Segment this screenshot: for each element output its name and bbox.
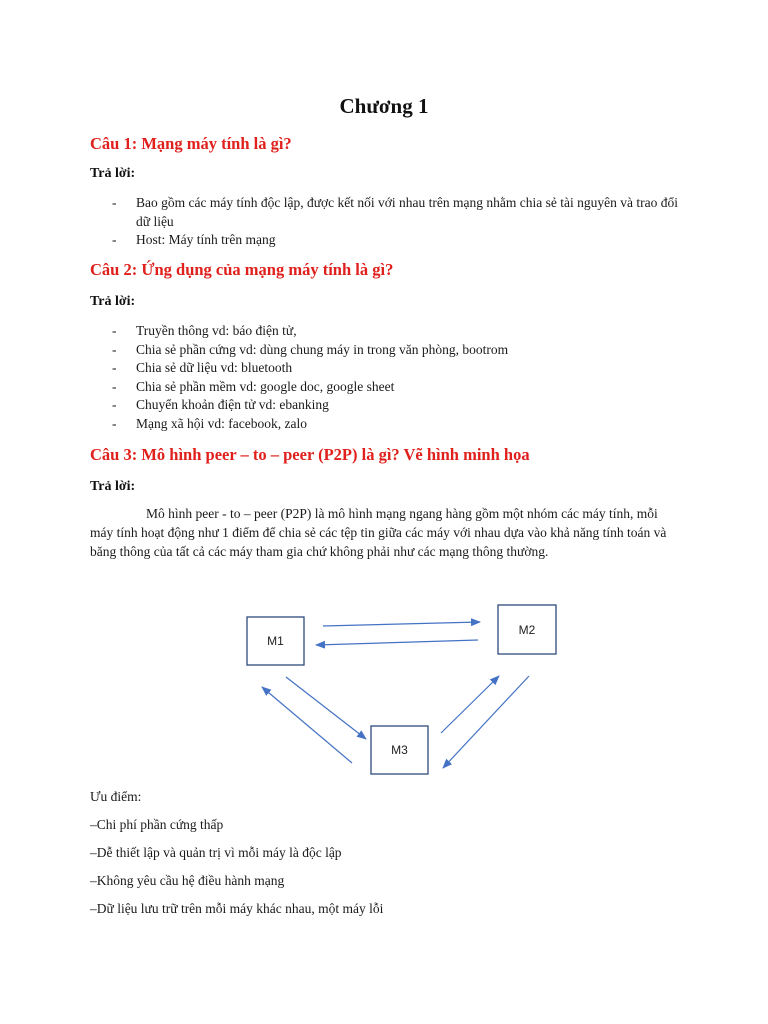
node-m2 (498, 605, 556, 654)
question-3-answer-label: Trả lời: (90, 479, 136, 494)
node-m3 (371, 726, 428, 774)
list-item-text: Truyền thông vd: báo điện tử, (136, 323, 297, 338)
chapter-title: Chương 1 (339, 94, 429, 118)
advantage-item: –Dữ liệu lưu trữ trên mỗi máy khác nhau, một máy lỗi (90, 901, 384, 916)
advantage-item: –Chi phí phần cứng thấp (90, 817, 224, 832)
arrow-m1-to-m3 (286, 677, 366, 739)
question-1-answer-label: Trả lời: (90, 166, 136, 181)
arrow-m3-to-m2 (441, 676, 499, 733)
question-2-answer-label: Trả lời: (90, 294, 136, 309)
advantage-item: –Không yêu cầu hệ điều hành mạng (90, 873, 285, 888)
bullet-dash: - (112, 378, 117, 394)
arrow-m2-to-m1 (316, 640, 478, 645)
question-3-paragraph: Mô hình peer - to – peer (P2P) là mô hình mạng ngang hàng gồm một nhóm các máy tính, mỗi máy tính hoạt động như 1 điểm để chia sẻ các tệp tin giữa các máy với nhau dựa vào khả năng tính toán và băng thông của tất cả các máy tham gia chứ không phải như các mạng thông thường. (90, 506, 667, 559)
arrow-m2-to-m3 (443, 676, 529, 768)
question-2-title: Câu 2: Ứng dụng của mạng máy tính là gì? (90, 260, 394, 279)
bullet-dash: - (112, 323, 117, 338)
node-m1 (247, 617, 304, 665)
list-item-text: Chuyển khoản điện tử vd: ebanking (136, 397, 329, 413)
bullet-dash: - (112, 341, 117, 357)
node-m2-label: M2 (518, 623, 536, 637)
node-m3-label: M3 (391, 743, 408, 757)
list-item-text: Chia sẻ phần mềm vd: google doc, google sheet (136, 378, 395, 394)
bullet-dash: - (112, 397, 117, 413)
list-item-text: Chia sẻ dữ liệu vd: bluetooth (136, 360, 293, 376)
bullet-dash: - (112, 232, 117, 248)
bullet-dash: - (112, 360, 117, 376)
list-item-text: Mạng xã hội vd: facebook, zalo (136, 415, 307, 431)
advantage-item: –Dễ thiết lập và quản trị vì mỗi máy là độc lập (90, 845, 342, 860)
arrow-m3-to-m1 (262, 687, 352, 763)
bullet-dash: - (112, 415, 117, 431)
list-item-text: Host: Máy tính trên mạng (136, 232, 276, 248)
arrow-m1-to-m2 (323, 622, 480, 626)
list-item-text: Chia sẻ phần cứng vd: dùng chung máy in trong văn phòng, bootrom (136, 341, 509, 357)
node-m1-label: M1 (267, 634, 284, 648)
list-item-text: Bao gồm các máy tính độc lập, được kết nối với nhau trên mạng nhằm chia sẻ tài nguyên và trao đổi dữ liệu (136, 195, 678, 229)
question-3-title: Câu 3: Mô hình peer – to – peer (P2P) là gì? Vẽ hình minh họa (90, 445, 530, 464)
question-1-title: Câu 1: Mạng máy tính là gì? (90, 134, 292, 153)
advantages-label: Ưu điểm: (90, 789, 142, 804)
bullet-dash: - (112, 195, 117, 210)
